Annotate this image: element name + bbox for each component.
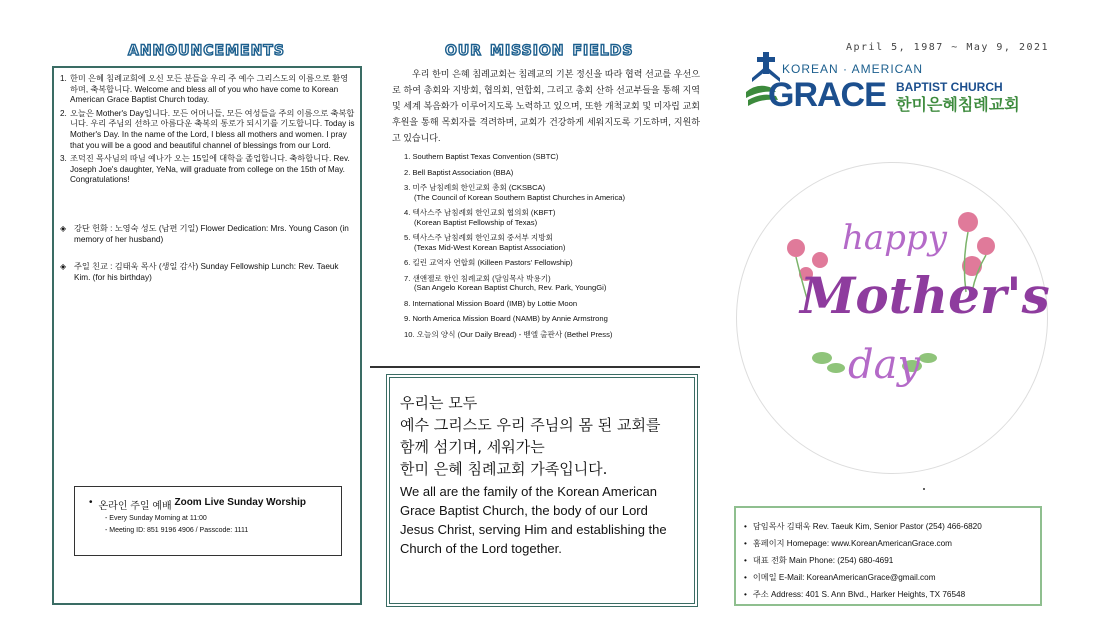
logo-baptist-church: BAPTIST CHURCH xyxy=(896,80,1003,94)
fellowship-lunch: ◈ 주일 친교 : 김태욱 목사 (생일 감사) Sunday Fellowship Lunch: Rev. Taeuk Kim. (for his birthday) xyxy=(60,262,339,282)
bullet-icon: • xyxy=(744,590,747,599)
logo-korean-name: 한미은혜침례교회 xyxy=(896,95,1020,114)
zoom-title: • 온라인 주일 예배 Zoom Live Sunday Worship xyxy=(89,497,306,512)
mission-item xyxy=(404,168,694,178)
diamond-icon: ◈ xyxy=(60,224,67,233)
mission-item xyxy=(404,208,694,227)
mission-item-subtitle: (Korean Baptist Fellowship of Texas) xyxy=(414,217,538,227)
bullet-icon: • xyxy=(744,539,747,548)
mission-item xyxy=(404,183,694,202)
announcement-item: 2. 오늘은 Mother's Day입니다. 모든 어머니들, 모든 여성들을 주의 이름으로 축복합니다. 우리 주님의 선하고 아름다운 축복의 통로가 되시기를 기도합니다. Today is Mother's Day. In the name of the Lord, I bless all mothers and women. I pray that you will be a good and beautiful channel of blessings from our Lord. xyxy=(60,108,355,150)
contact-item xyxy=(744,518,1032,535)
zoom-meeting-id: - Meeting ID: 851 9196 4906 / Passcode: 1111 xyxy=(105,527,249,534)
mission-item-subtitle: (Texas Mid-West Korean Baptist Association) xyxy=(414,242,566,252)
day-text: day xyxy=(848,342,921,388)
announcements-heading: announcements xyxy=(128,36,285,60)
happy-text: happy xyxy=(842,218,947,258)
mission-item-title: 7. 샌앤젤로 한인 침례교회 (담임목사 박용기) xyxy=(404,273,551,283)
mission-item xyxy=(404,330,694,340)
contact-text: 대표 전화 Main Phone: (254) 680-4691 xyxy=(752,556,894,565)
bullet-icon: • xyxy=(744,556,747,565)
contact-item xyxy=(744,569,1032,586)
contact-item xyxy=(744,535,1032,552)
contact-box xyxy=(734,506,1042,606)
contact-text: 담임목사 김태욱 Rev. Taeuk Kim, Senior Pastor (254) 466-6820 xyxy=(752,522,982,531)
mothers-text: Mother's xyxy=(800,266,1050,325)
mission-item-subtitle: (San Angelo Korean Baptist Church, Rev. Park, YoungGi) xyxy=(414,283,607,292)
divider xyxy=(370,366,700,368)
mission-item-title: 9. North America Mission Board (NAMB) by Annie Armstrong xyxy=(404,314,608,323)
zoom-worship-box xyxy=(74,486,342,556)
contact-item xyxy=(744,552,1032,569)
family-ko-line: 예수 그리스도 우리 주님의 몸 된 교회를 xyxy=(400,416,661,434)
church-logo xyxy=(734,52,1044,112)
contact-text: 주소 Address: 401 S. Ann Blvd., Harker Heights, TX 76548 xyxy=(752,590,966,599)
flower-dedication: ◈ 강단 헌화 : 노영숙 성도 (남편 기일) Flower Dedication: Mrs. Young Cason (in memory of her husband) xyxy=(60,224,349,244)
announcement-item: 1. 한미 은혜 침례교회에 오신 모든 분들을 우리 주 예수 그리스도의 이름으로 환영하며, 축복합니다. Welcome and bless all of you who have come to Korean American Grace Baptist Church today. xyxy=(60,74,349,105)
mission-item xyxy=(404,258,694,268)
announcements-list xyxy=(60,74,356,189)
logo-korean-american: KOREAN · AMERICAN xyxy=(782,62,924,76)
mission-item-title: 1. Southern Baptist Texas Convention (SBTC) xyxy=(404,152,559,161)
mission-item xyxy=(404,152,694,162)
diamond-icon: ◈ xyxy=(60,262,67,271)
zoom-schedule: - Every Sunday Morning at 11:00 xyxy=(105,515,207,522)
contact-text: 이메일 E-Mail: KoreanAmericanGrace@gmail.com xyxy=(752,573,936,582)
mission-item xyxy=(404,274,694,293)
logo-grace: GRACE xyxy=(768,76,886,114)
mission-fields-heading: our mission fields xyxy=(445,36,634,60)
mission-item xyxy=(404,314,694,324)
contact-text: 홈페이지 Homepage: www.KoreanAmericanGrace.com xyxy=(752,539,952,548)
bullet-icon: • xyxy=(744,522,747,531)
mission-item-title: 6. 킬린 교역자 연합회 (Killeen Pastors' Fellowship) xyxy=(404,258,573,267)
family-ko-line: 함께 섬기며, 세워가는 xyxy=(400,438,545,456)
mission-item-title: 10. 오늘의 양식 (Our Daily Bread) - 벧엘 출판사 (Bethel Press) xyxy=(404,329,613,339)
announcement-item: 3. 조덕진 목사님의 따님 예나가 오는 15일에 대학을 졸업합니다. 축하합니다. Rev. Joseph Joe's daughter, YeNa, will graduate from college on the 15th of May. Congratulations! xyxy=(60,154,350,185)
mission-item-title: 2. Bell Baptist Association (BBA) xyxy=(404,167,514,177)
mission-list xyxy=(404,152,694,345)
family-ko-line: 한미 은혜 침례교회 가족입니다. xyxy=(400,460,608,478)
announcements-panel xyxy=(52,66,362,605)
family-ko-line: 우리는 모두 xyxy=(400,394,478,412)
mission-item-title: 4. 텍사스주 남침례회 한인교회 협의회 (KBFT) xyxy=(404,208,556,217)
mission-item-title: 3. 미주 남침례회 한인교회 총회 (CKSBCA) xyxy=(404,183,546,192)
contact-item xyxy=(744,586,1032,603)
bullet-icon: • xyxy=(744,573,747,582)
mission-item-title: 5. 텍사스주 남침례회 한인교회 중서부 지방회 xyxy=(404,233,553,242)
dot-mark xyxy=(923,488,925,490)
mission-item xyxy=(404,233,694,252)
mission-intro: 우리 한미 은혜 침례교회는 침례교의 기본 정신을 따라 협력 선교를 우선으로 하여 총회와 지방회, 협의회, 연합회, 그리고 총회 산하 선교부들을 통해 지역 및 세계 복음화가 이루어지도록 노력하고 있으며, 또한 개척교회 및 미자립 교회 후원을 통해 목회자를 격려하며, 교회가 건강하게 세워지도록 기도하며, 지원하고 있습니다. xyxy=(392,69,700,143)
family-en-text: We all are the family of the Korean American Grace Baptist Church, the body of our Lord Jesus Christ, serving Him and establishing the Church of the Lord together. xyxy=(400,484,667,556)
mission-item-title: 8. International Mission Board (IMB) by Lottie Moon xyxy=(404,298,578,308)
mission-item xyxy=(404,299,694,309)
mission-item-subtitle: (The Council of Korean Southern Baptist Churches in America) xyxy=(414,192,626,202)
church-dates: April 5, 1987 ~ May 9, 2021 xyxy=(846,42,1050,53)
bullet-icon: • xyxy=(89,497,93,508)
family-statement-box xyxy=(386,374,698,607)
